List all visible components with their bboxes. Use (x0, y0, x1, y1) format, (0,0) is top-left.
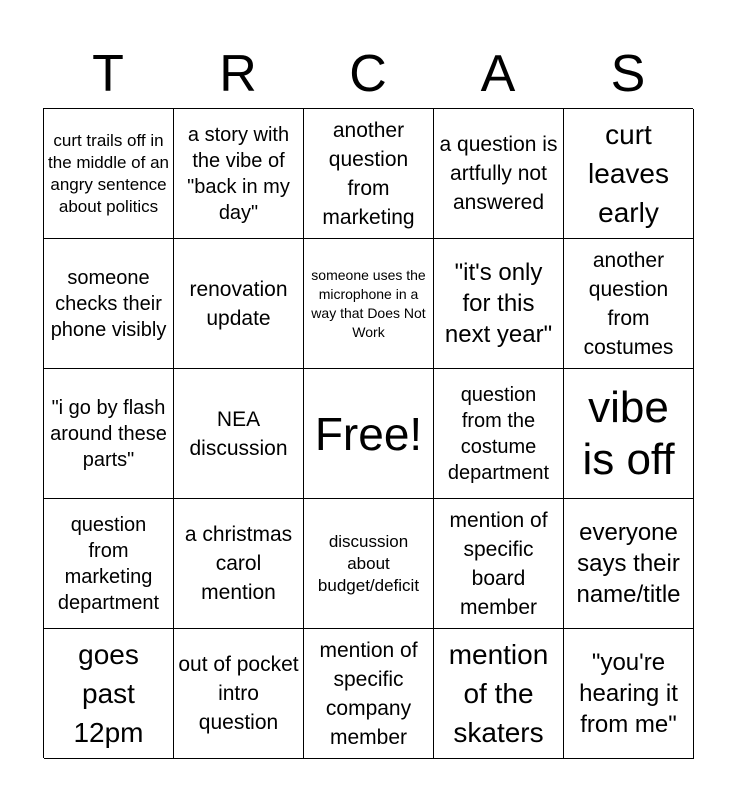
cell-text: a question is artfully not answered (439, 133, 558, 214)
cell-text: a christmas carol mention (184, 523, 293, 604)
cell-text: mention of specific company member (319, 638, 418, 749)
free-space-cell[interactable] (304, 369, 434, 499)
bingo-cell[interactable] (304, 109, 434, 239)
cell-text: question from the costume department (447, 383, 550, 484)
bingo-cell[interactable] (564, 239, 694, 369)
bingo-cell[interactable] (304, 499, 434, 629)
bingo-cell[interactable] (174, 629, 304, 759)
cell-text: someone uses the microphone in a way that Does Not Work (311, 266, 426, 340)
bingo-board (43, 108, 693, 758)
cell-text: question from marketing department (57, 513, 160, 614)
bingo-cell[interactable] (564, 109, 694, 239)
header-letter-c: C (349, 45, 387, 103)
cell-text: curt trails off in the middle of an angry sentence about politics (48, 130, 169, 216)
cell-text: another question from marketing (322, 118, 415, 229)
cell-text: vibe is off (582, 382, 675, 484)
bingo-cell[interactable] (434, 109, 564, 239)
cell-text: discussion about budget/deficit (317, 531, 420, 595)
cell-text: curt leaves early (588, 119, 669, 228)
bingo-cell[interactable] (434, 369, 564, 499)
cell-text: "i go by flash around these parts" (50, 396, 167, 471)
free-space-text: Free! (314, 407, 423, 460)
cell-text: someone checks their phone visibly (50, 266, 167, 341)
cell-text: a story with the vibe of "back in my day" (187, 123, 290, 224)
cell-text: out of pocket intro question (178, 653, 299, 734)
cell-text: mention of specific board member (449, 508, 548, 619)
bingo-cell[interactable] (434, 499, 564, 629)
bingo-cell[interactable] (564, 629, 694, 759)
bingo-cell[interactable] (434, 629, 564, 759)
header-letter-r: R (219, 45, 257, 103)
bingo-cell[interactable] (174, 239, 304, 369)
bingo-cell[interactable] (304, 629, 434, 759)
cell-text: goes past 12pm (73, 639, 144, 748)
header-letter-a: A (480, 45, 516, 103)
cell-text: renovation update (189, 277, 288, 330)
bingo-cell[interactable] (304, 239, 434, 369)
bingo-cell[interactable] (44, 499, 174, 629)
bingo-cell[interactable] (434, 239, 564, 369)
cell-text: NEA discussion (189, 407, 288, 460)
bingo-cell[interactable] (564, 369, 694, 499)
cell-text: "it's only for this next year" (444, 259, 553, 348)
bingo-cell[interactable] (564, 499, 694, 629)
bingo-cell[interactable] (174, 369, 304, 499)
cell-text: another question from costumes (583, 248, 674, 359)
bingo-cell[interactable] (174, 499, 304, 629)
bingo-cell[interactable] (44, 629, 174, 759)
cell-text: everyone says their name/title (576, 519, 681, 608)
cell-text: "you're hearing it from me" (579, 649, 678, 738)
bingo-header (43, 40, 693, 108)
header-letter-t: T (92, 45, 124, 103)
bingo-cell[interactable] (44, 239, 174, 369)
bingo-cell[interactable] (174, 109, 304, 239)
cell-text: mention of the skaters (448, 639, 549, 748)
header-letter-s: S (610, 45, 646, 103)
bingo-cell[interactable] (44, 369, 174, 499)
bingo-cell[interactable] (44, 109, 174, 239)
